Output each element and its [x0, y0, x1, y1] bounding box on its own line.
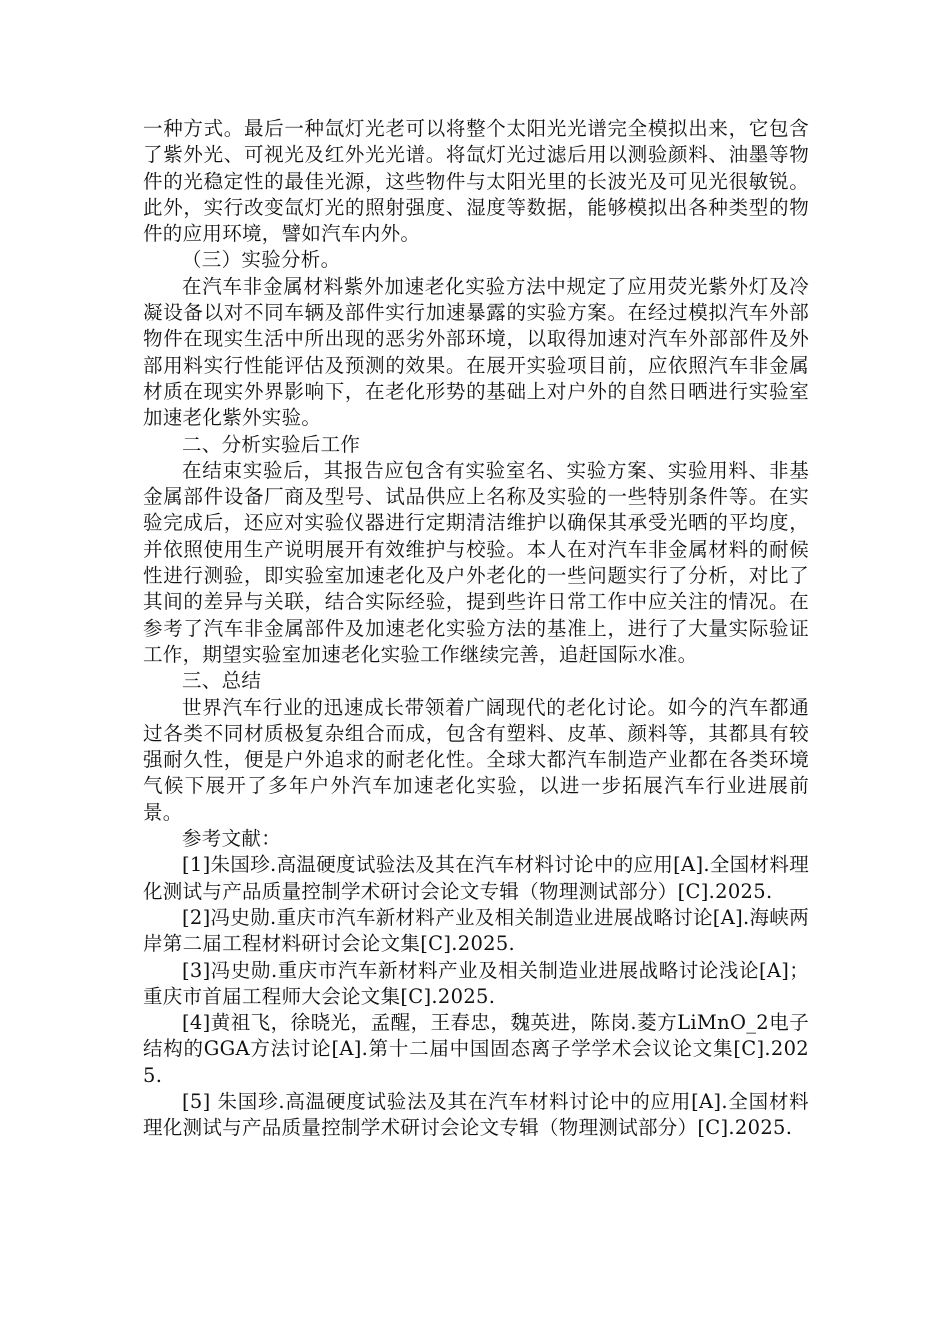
heading-summary: 三、总结 [182, 669, 262, 693]
paragraph-continued: 一种方式。最后一种氙灯光老可以将整个太阳光光谱完全模拟出来，它包含了紫外光、可视光及红外光光谱。将氙灯光过滤后用以测验颜料、油墨等物件的光稳定性的最佳光源，这些物件与太阳光里的长波光及可见光很敏锐。此外，实行改变氙灯光的照射强度、湿度等数据，能够模拟出各种类型的物件的应用环境，譬如汽车内外。 [143, 117, 809, 246]
paragraph-post-experiment-work: 在结束实验后，其报告应包含有实验室名、实验方案、实验用料、非基金属部件设备厂商及型号、试品供应上名称及实验的一些特别条件等。在实验完成后，还应对实验仪器进行定期清洁维护以确保其承受光晒的平均度，并依照使用生产说明展开有效维护与校验。本人在对汽车非金属材料的耐候性进行测验，即实验室加速老化及户外老化的一些问题实行了分析，对比了其间的差异与关联，结合实际经验，提到些许日常工作中应关注的情况。在参考了汽车非金属部件及加速老化实验方法的基准上，进行了大量实际验证工作，期望实验室加速老化实验工作继续完善，追赶国际水准。 [143, 458, 809, 666]
reference-item: [5] 朱国珍.高温硬度试验法及其在汽车材料讨论中的应用[A].全国材料理化测试与产品质量控制学术研讨会论文专辑（物理测试部分）[C].2025. [143, 1089, 809, 1140]
heading-post-experiment-work: 二、分析实验后工作 [182, 432, 361, 456]
reference-item: [4]黄祖飞，徐晓光，孟醒，王春忠，魏英进，陈岗.菱方LiMnO_2电子结构的GGA方法讨论[A].第十二届中国固态离子学学术会议论文集[C].2025. [143, 1011, 809, 1087]
reference-item: [1]朱国珍.高温硬度试验法及其在汽车材料讨论中的应用[A].全国材料理化测试与产品质量控制学术研讨会论文专辑（物理测试部分）[C].2025. [143, 853, 809, 903]
heading-references: 参考文献： [182, 827, 282, 851]
reference-item: [2]冯史勋.重庆市汽车新材料产业及相关制造业进展战略讨论[A].海峡两岸第二届工程材料研讨会论文集[C].2025. [143, 905, 809, 956]
reference-item: [3]冯史勋.重庆市汽车新材料产业及相关制造业进展战略讨论浅论[A]；重庆市首届工程师大会论文集[C].2025. [143, 958, 809, 1008]
heading-experiment-analysis: （三）实验分析。 [182, 248, 341, 272]
document-body [143, 116, 809, 1142]
paragraph-experiment-analysis: 在汽车非金属材料紫外加速老化实验方法中规定了应用荧光紫外灯及冷凝设备以对不同车辆及部件实行加速暴露的实验方案。在经过模拟汽车外部物件在现实生活中所出现的恶劣外部环境，以取得加速对汽车外部部件及外部用料实行性能评估及预测的效果。在展开实验项目前，应依照汽车非金属材质在现实外界影响下，在老化形势的基础上对户外的自然日晒进行实验室加速老化紫外实验。 [143, 274, 809, 430]
paragraph-summary: 世界汽车行业的迅速成长带领着广阔现代的老化讨论。如今的汽车都通过各类不同材质极复杂组合而成，包含有塑料、皮革、颜料等，其都具有较强耐久性，便是户外追求的耐老化性。全球大都汽车制造产业都在各类环境气候下展开了多年户外汽车加速老化实验，以进一步拓展汽车行业进展前景。 [143, 695, 809, 824]
